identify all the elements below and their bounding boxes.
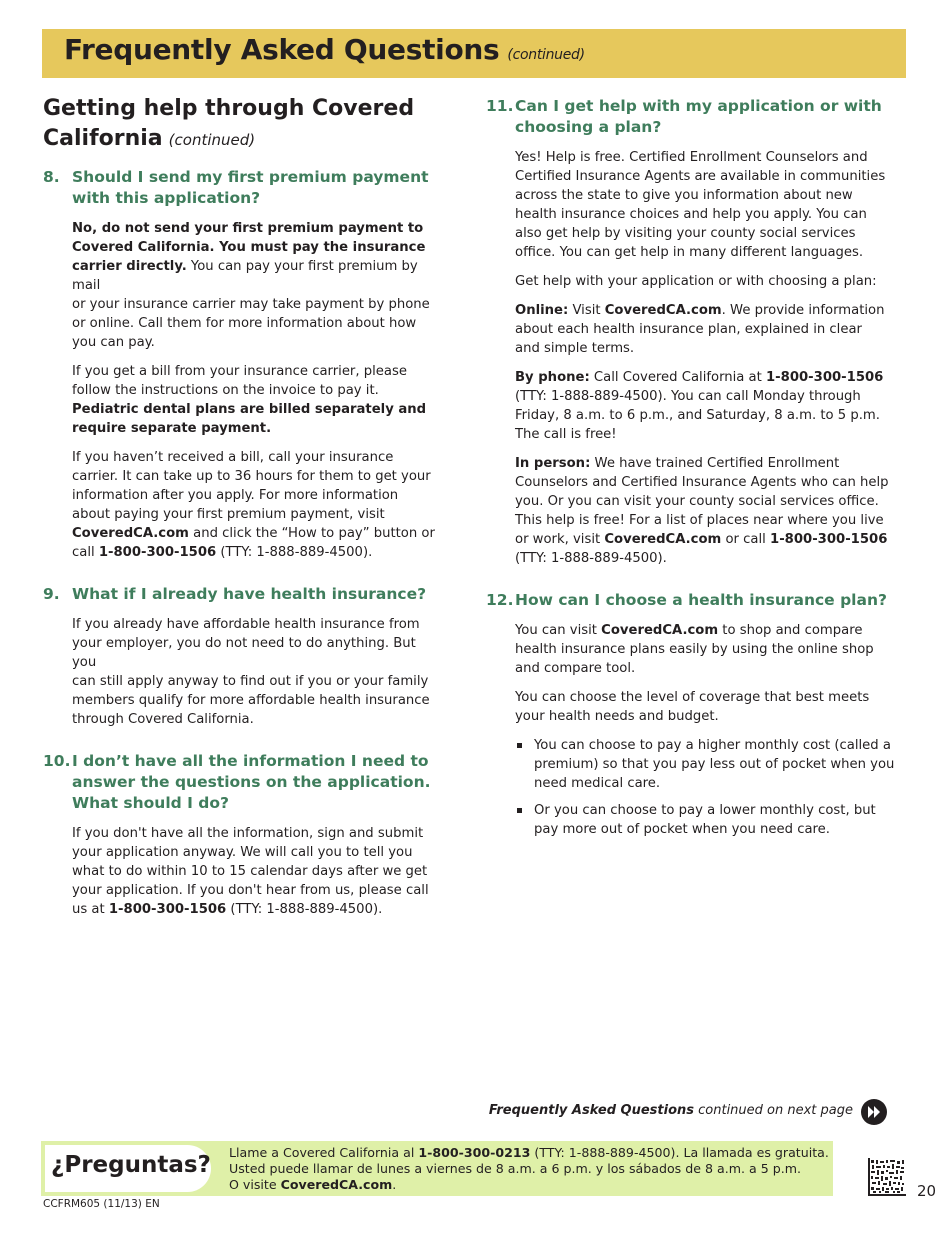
answer-text: You can visit bbox=[515, 623, 602, 638]
section-title-line2: California bbox=[43, 126, 163, 151]
answer-text: If you already have affordable health insurance from bbox=[72, 617, 420, 632]
question-12-answer-p1 bbox=[515, 621, 896, 678]
question-text: What if I already have health insurance? bbox=[72, 585, 427, 603]
answer-text: If you haven’t received a bill, call your insurance bbox=[72, 450, 394, 465]
coverage-options-list bbox=[515, 736, 896, 839]
answer-text: . We provide information bbox=[721, 303, 885, 318]
question-11-line1: Can I get help with my application or with bbox=[515, 97, 882, 115]
continued-note-bold: Frequently Asked Questions bbox=[488, 1103, 694, 1118]
website-link[interactable]: CoveredCA.com bbox=[280, 1177, 393, 1192]
question-10-line3: What should I do? bbox=[72, 794, 230, 812]
list-item-text: premium) so that you pay less out of pocket when you bbox=[534, 757, 895, 772]
question-10-line1: I don’t have all the information I need to bbox=[72, 752, 429, 770]
answer-text: and simple terms. bbox=[515, 341, 635, 356]
answer-text: Visit bbox=[568, 303, 605, 318]
header-banner bbox=[42, 29, 906, 78]
question-text bbox=[515, 96, 882, 138]
answer-text: Yes! Help is free. Certified Enrollment Counselors and bbox=[515, 150, 868, 165]
phone-number: 1-800-300-1506 bbox=[108, 902, 227, 917]
answer-text: to shop and compare bbox=[718, 623, 863, 638]
continued-note-text: continued on next page bbox=[694, 1103, 853, 1118]
help-label: By phone: bbox=[515, 370, 590, 385]
answer-text: information after you apply. For more information bbox=[72, 488, 399, 503]
question-9-answer bbox=[72, 615, 443, 729]
question-11-heading bbox=[486, 96, 896, 138]
footer-text: Llame a Covered California al bbox=[229, 1145, 419, 1160]
question-text: How can I choose a health insurance plan? bbox=[515, 591, 887, 609]
answer-text: Counselors and Certified Insurance Agents who can help bbox=[515, 475, 889, 490]
question-12-heading bbox=[486, 590, 896, 611]
footer-text: Usted puede llamar de lunes a viernes de 8 a.m. a 6 p.m. y los sábados de 8 a.m. a 5 p.m. bbox=[229, 1161, 802, 1176]
page-title-text: Frequently Asked Questions bbox=[64, 33, 500, 66]
website-link[interactable]: CoveredCA.com bbox=[604, 303, 722, 318]
question-10-line2: answer the questions on the application. bbox=[72, 773, 431, 791]
form-code: CCFRM605 (11/13) EN bbox=[43, 1198, 160, 1210]
question-10-heading bbox=[43, 751, 443, 814]
tty-number: (TTY: 1-888-889-4500). bbox=[216, 545, 373, 560]
list-item-text: You can choose to pay a higher monthly cost (called a bbox=[534, 738, 891, 753]
answer-text: or online. Call them for more information about how bbox=[72, 316, 417, 331]
preguntas-badge bbox=[45, 1145, 211, 1192]
answer-text: and compare tool. bbox=[515, 661, 636, 676]
help-label: In person: bbox=[515, 456, 591, 471]
page-title-continued: (continued) bbox=[507, 47, 585, 63]
answer-text: (TTY: 1-888-889-4500). You can call Monday through bbox=[515, 389, 861, 404]
answer-text: also get help by visiting your county social services bbox=[515, 226, 856, 241]
question-text bbox=[72, 167, 429, 209]
right-column bbox=[486, 96, 896, 847]
website-link[interactable]: CoveredCA.com bbox=[601, 623, 719, 638]
answer-text: your application anyway. We will call you to tell you bbox=[72, 845, 413, 860]
phone-number: 1-800-300-0213 bbox=[418, 1145, 531, 1160]
list-item bbox=[515, 736, 896, 793]
answer-bold: No, do not send your first premium payment to bbox=[72, 221, 424, 236]
tty-number: (TTY: 1-888-889-4500). bbox=[226, 902, 383, 917]
help-online bbox=[515, 301, 896, 358]
answer-text: what to do within 10 to 15 calendar days after we get bbox=[72, 864, 428, 879]
question-number: 8. bbox=[43, 168, 60, 186]
footer-text: (TTY: 1-888-889-4500). La llamada es gratuita. bbox=[530, 1145, 829, 1160]
answer-text: You can pay your first premium by mail bbox=[72, 259, 418, 293]
answer-bold: Covered California. You must pay the insurance bbox=[72, 240, 426, 255]
preguntas-label: ¿Preguntas? bbox=[51, 1152, 211, 1178]
help-label: Online: bbox=[515, 303, 569, 318]
question-8-line1: Should I send my first premium payment bbox=[72, 168, 429, 186]
phone-number: 1-800-300-1506 bbox=[766, 370, 884, 385]
question-10-answer bbox=[72, 824, 443, 919]
answer-bold: carrier directly. bbox=[72, 259, 187, 274]
answer-text: you can pay. bbox=[72, 335, 155, 350]
answer-text: or your insurance carrier may take payment by phone bbox=[72, 297, 430, 312]
answer-text: Call Covered California at bbox=[589, 370, 766, 385]
question-8-heading bbox=[43, 167, 443, 209]
answer-text: call bbox=[72, 545, 99, 560]
question-8-answer-p3 bbox=[72, 448, 443, 562]
question-text bbox=[72, 751, 431, 814]
fast-forward-icon bbox=[861, 1099, 887, 1125]
answer-text: Certified Insurance Agents are available in communities bbox=[515, 169, 886, 184]
answer-text: across the state to give you information about new bbox=[515, 188, 853, 203]
answer-text: or work, visit bbox=[515, 532, 605, 547]
answer-text: health insurance plans easily by using the online shop bbox=[515, 642, 874, 657]
question-11-answer-p1 bbox=[515, 148, 896, 262]
question-8-answer-p2 bbox=[72, 362, 443, 438]
answer-text: and click the “How to pay” button or bbox=[188, 526, 435, 541]
list-item bbox=[515, 801, 896, 839]
answer-text: If you get a bill from your insurance carrier, please bbox=[72, 364, 407, 379]
answer-text: This help is free! For a list of places near where you live bbox=[515, 513, 884, 528]
qr-code-icon bbox=[868, 1158, 906, 1196]
answer-text: The call is free! bbox=[515, 427, 617, 442]
page-title bbox=[64, 33, 585, 66]
question-11-line2: choosing a plan? bbox=[515, 118, 662, 136]
answer-text: We have trained Certified Enrollment bbox=[590, 456, 840, 471]
answer-text: If you don't have all the information, sign and submit bbox=[72, 826, 424, 841]
section-title-continued: (continued) bbox=[168, 131, 256, 149]
question-12-answer-p2 bbox=[515, 688, 896, 726]
answer-text: follow the instructions on the invoice to pay it. bbox=[72, 383, 379, 398]
website-link[interactable]: CoveredCA.com bbox=[604, 532, 722, 547]
help-phone bbox=[515, 368, 896, 444]
answer-text: carrier. It can take up to 36 hours for them to get your bbox=[72, 469, 431, 484]
footer-text: O visite bbox=[229, 1177, 281, 1192]
answer-text: through Covered California. bbox=[72, 712, 254, 727]
phone-number: 1-800-300-1506 bbox=[98, 545, 217, 560]
answer-text: your health needs and budget. bbox=[515, 709, 719, 724]
question-8-answer-p1 bbox=[72, 219, 443, 352]
answer-text: your application. If you don't hear from us, please call bbox=[72, 883, 429, 898]
section-title-line1: Getting help through Covered bbox=[43, 96, 415, 121]
answer-text: Friday, 8 a.m. to 6 p.m., and Saturday, 8 a.m. to 5 p.m. bbox=[515, 408, 880, 423]
answer-text: about paying your first premium payment, visit bbox=[72, 507, 385, 522]
question-11-answer-p2: Get help with your application or with choosing a plan: bbox=[515, 274, 877, 289]
question-9-heading bbox=[43, 584, 443, 605]
answer-text: can still apply anyway to find out if you or your family bbox=[72, 674, 429, 689]
continued-note bbox=[489, 1103, 853, 1118]
phone-number: 1-800-300-1506 bbox=[770, 532, 888, 547]
page-number: 20 bbox=[917, 1182, 937, 1200]
answer-text: health insurance choices and help you apply. You can bbox=[515, 207, 867, 222]
answer-text: members qualify for more affordable health insurance bbox=[72, 693, 430, 708]
question-number: 10. bbox=[43, 752, 71, 770]
answer-text: about each health insurance plan, explained in clear bbox=[515, 322, 862, 337]
footer-help-text bbox=[229, 1145, 829, 1193]
left-column bbox=[43, 94, 443, 929]
question-number: 11. bbox=[486, 97, 514, 115]
list-item-text: Or you can choose to pay a lower monthly cost, but bbox=[534, 803, 876, 818]
next-page-icon[interactable] bbox=[861, 1099, 887, 1125]
footer-help-bar bbox=[41, 1141, 833, 1196]
answer-text: office. You can get help in many different languages. bbox=[515, 245, 864, 260]
question-number: 12. bbox=[486, 591, 514, 609]
help-in-person bbox=[515, 454, 896, 568]
answer-bold: Pediatric dental plans are billed separately and bbox=[72, 402, 427, 417]
answer-text: your employer, you do not need to do anything. But you bbox=[72, 636, 416, 670]
section-title bbox=[43, 94, 443, 155]
list-item-text: need medical care. bbox=[534, 776, 661, 791]
footer-text: . bbox=[392, 1177, 397, 1192]
answer-text: you. Or you can visit your county social services office. bbox=[515, 494, 879, 509]
tty-number: (TTY: 1-888-889-4500). bbox=[515, 551, 667, 566]
website-link[interactable]: CoveredCA.com bbox=[72, 526, 189, 541]
answer-bold: require separate payment. bbox=[72, 421, 272, 436]
answer-text: You can choose the level of coverage that best meets bbox=[515, 690, 870, 705]
question-8-line2: with this application? bbox=[72, 189, 261, 207]
list-item-text: pay more out of pocket when you need care. bbox=[534, 822, 830, 837]
answer-text: or call bbox=[721, 532, 771, 547]
question-number: 9. bbox=[43, 585, 60, 603]
answer-text: us at bbox=[72, 902, 109, 917]
